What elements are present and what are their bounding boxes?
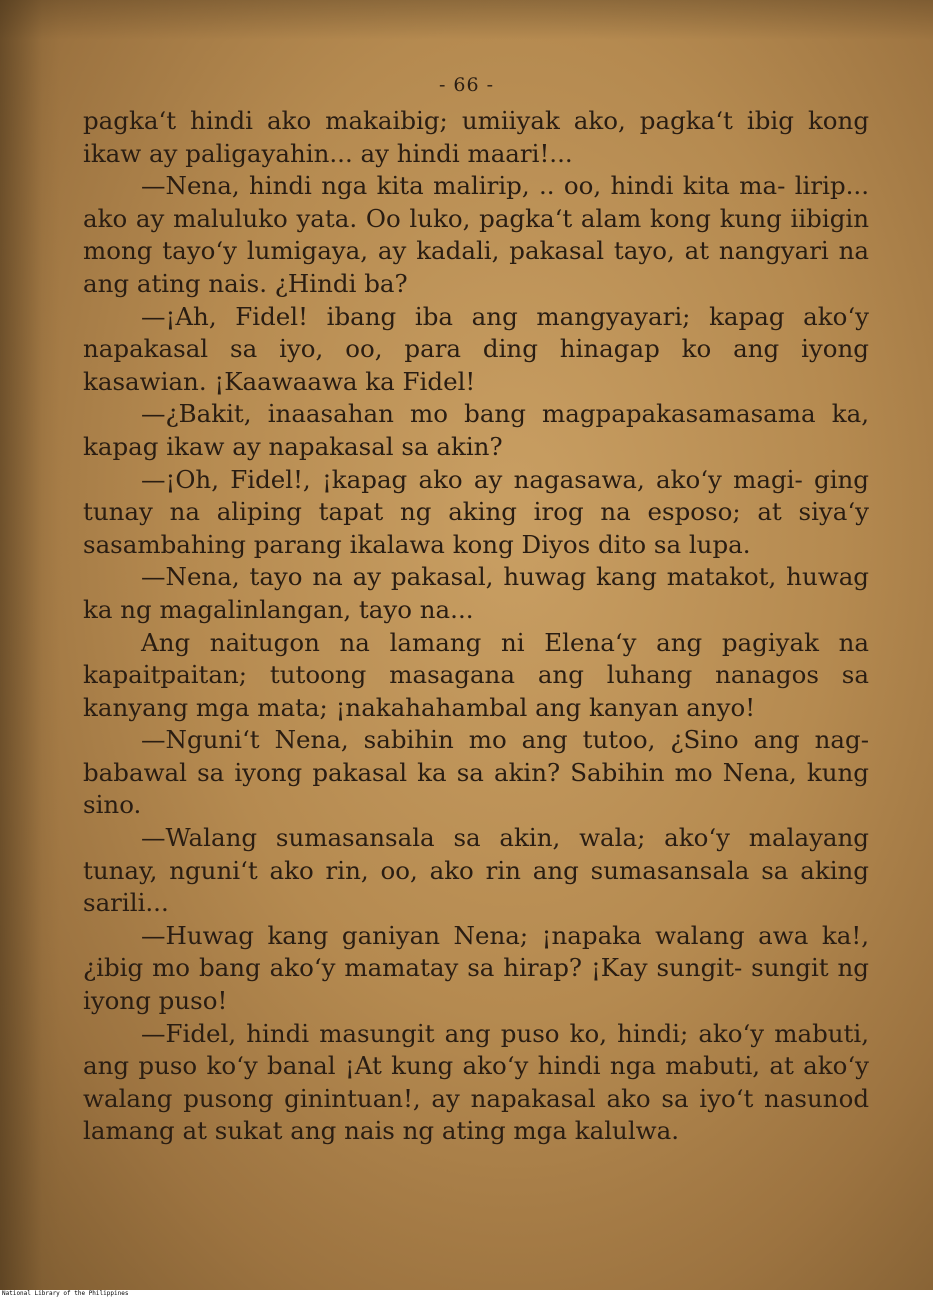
paragraph-1: pagka‘t hindi ako makaibig; umiiyak ako, pagka‘t ibig kong ikaw ay paligayahin... ay hindi maari!... (83, 106, 869, 168)
library-credit: National Library of the Philippines (0, 1290, 933, 1298)
page-shadow-top (0, 0, 933, 40)
paragraph-8: —Nguni‘t Nena, sabihin mo ang tutoo, ¿Sino ang nag- babawal sa iyong pakasal ka sa akin? Sabihin mo Nena, kung sino. (83, 725, 869, 820)
paragraph-3: —¡Ah, Fidel! ibang iba ang mangyayari; kapag ako‘y napakasal sa iyo, oo, para ding hinagap ko ang iyong kasawian. ¡Kaawaawa ka Fidel! (83, 301, 869, 396)
page-shadow-left (0, 0, 60, 1290)
body-text (83, 105, 869, 1148)
paragraph-2: —Nena, hindi nga kita malirip, .. oo, hindi kita ma- lirip... ako ay maluluko yata. Oo luko, pagka‘t alam kong kung iibigin mong tayo‘y lumigaya, ay kadali, pakasal tayo, at nangyari na ang ating nais. ¿Hindi ba? (83, 171, 869, 298)
paragraph-6: —Nena, tayo na ay pakasal, huwag kang matakot, huwag ka ng magalinlangan, tayo na... (83, 562, 869, 624)
paragraph-5: —¡Oh, Fidel!, ¡kapag ako ay nagasawa, ako‘y magi- ging tunay na aliping tapat ng aking irog na esposo; at siya‘y sasambahing parang ikalawa kong Diyos dito sa lupa. (83, 464, 869, 559)
page-number: - 66 - (438, 74, 495, 96)
paragraph-11: —Fidel, hindi masungit ang puso ko, hindi; ako‘y mabuti, ang puso ko‘y banal ¡At kung ako‘y hindi nga mabuti, at ako‘y walang pusong ginintuan!, ay napakasal ako sa iyo‘t nasunod lamang at sukat ang nais ng ating mga kalulwa. (83, 1018, 869, 1146)
paragraph-4: —¿Bakit, inaasahan mo bang magpapakasamasama ka, kapag ikaw ay napakasal sa akin? (83, 399, 869, 461)
paragraph-9: —Walang sumasansala sa akin, wala; ako‘y malayang tunay, nguni‘t ako rin, oo, ako rin ang sumasansala sa aking sarili... (83, 823, 869, 918)
paragraph-7: Ang naitugon na lamang ni Elena‘y ang pagiyak na kapaitpaitan; tutoong masagana ang luhang nanagos sa kanyang mga mata; ¡nakahahambal ang kanyan anyo! (83, 627, 869, 722)
paragraph-10: —Huwag kang ganiyan Nena; ¡napaka walang awa ka!, ¿ibig mo bang ako‘y mamatay sa hirap? ¡Kay sungit- sungit ng iyong puso! (83, 920, 869, 1016)
